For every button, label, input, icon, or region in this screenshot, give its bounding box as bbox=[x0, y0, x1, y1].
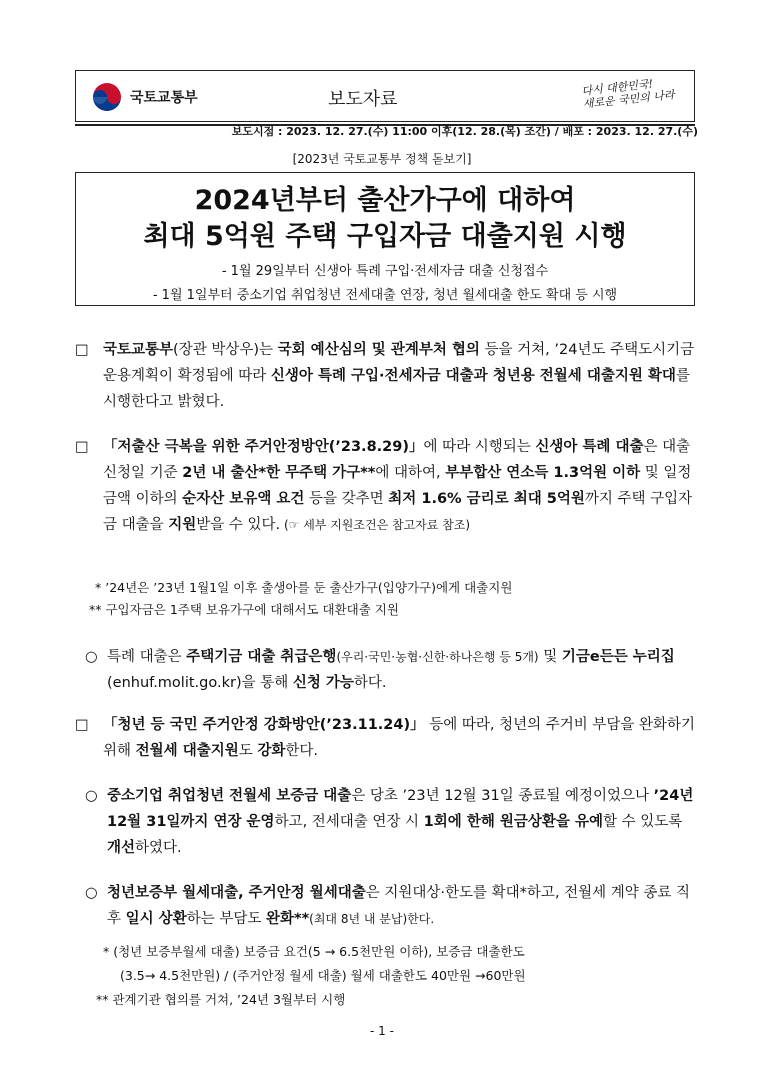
circle-bullet: ○ bbox=[85, 788, 98, 804]
c2-text: 하고, 전세대출 연장 시 bbox=[274, 814, 424, 830]
p2-emph: 「저출산 극복을 위한 주거안정방안(’23.8.29)」 bbox=[103, 439, 424, 455]
paragraph-2 bbox=[75, 434, 699, 538]
c1-text: 하다. bbox=[353, 675, 387, 691]
footnote-2: ** 구입자금은 1주택 보유가구에 대해서도 대환대출 지원 bbox=[89, 602, 399, 617]
p1-text: 를 시행한다고 밝혔다. bbox=[103, 368, 690, 410]
footnote-4: (3.5→ 4.5천만원) / (주거안정 월세 대출) 월세 대출한도 40만원 →60만원 bbox=[120, 968, 526, 983]
c2-emph: 중소기업 취업청년 전월세 보증금 대출 bbox=[107, 788, 352, 804]
p3-emph: 강화 bbox=[257, 743, 286, 759]
p2-emph: 신생아 특례 대출 bbox=[535, 439, 644, 455]
c2-emph: ’24년 12월 31일까지 연장 운영 bbox=[107, 788, 694, 830]
p2-text: 은 대출신청일 기준 bbox=[103, 439, 691, 481]
c3-emph: 완화** bbox=[265, 911, 310, 927]
paragraph-3 bbox=[75, 712, 699, 764]
square-bullet: □ bbox=[75, 717, 89, 733]
square-bullet: □ bbox=[75, 439, 89, 455]
subtitle-1: - 1월 29일부터 신생아 특례 구입·전세자금 대출 신청접수 bbox=[221, 264, 549, 279]
c1-text: 및 bbox=[538, 649, 562, 665]
subtitle-2: - 1월 1일부터 중소기업 취업청년 전세대출 연장, 청년 월세대출 한도 확대 등 시행 bbox=[152, 288, 618, 303]
c3-text: 은 지원대상·한도를 확대*하고, 전월세 계약 종료 직후 bbox=[107, 885, 691, 927]
c1-bank-list: (우리·국민·농협·신한·하나은행 등 5개) bbox=[336, 650, 539, 664]
c3-installment-note: (최대 8년 내 분납)한다. bbox=[309, 912, 435, 926]
c2-text: 은 당초 ’23년 12월 31일 종료될 예정이었으나 bbox=[351, 788, 654, 804]
footnote-1: * ’24년은 ’23년 1월1일 이후 출생아를 둔 출산가구(입양가구)에게 대출지원 bbox=[95, 580, 513, 595]
paragraph-1 bbox=[75, 337, 699, 415]
p3-emph: 전월세 대출지원 bbox=[135, 743, 239, 759]
p3-text: 한다. bbox=[285, 743, 318, 759]
footnote-5: ** 관계기관 협의를 거쳐, ’24년 3월부터 시행 bbox=[96, 992, 346, 1007]
circle-item-3 bbox=[85, 880, 699, 932]
circle-item-2 bbox=[85, 783, 699, 861]
slogan-calligraphy: 다시 대한민국! 새로운 국민의 나라 bbox=[580, 77, 676, 111]
title-line-1: 2024년부터 출산가구에 대하여 bbox=[194, 185, 576, 216]
p2-emph: 부부합산 연소득 1.3억원 이하 bbox=[445, 465, 641, 481]
circle-item-1 bbox=[85, 644, 699, 696]
release-info: 보도시점 : 2023. 12. 27.(수) 11:00 이후(12. 28.(목) 조간) / 배포 : 2023. 12. 27.(수) bbox=[231, 125, 698, 138]
title-line-2: 최대 5억원 주택 구입자금 대출지원 시행 bbox=[143, 221, 627, 252]
footnote-3: * (청년 보증부월세 대출) 보증금 요건(5 → 6.5천만원 이하), 보증금 대출한도 bbox=[103, 944, 525, 959]
c1-emph: 주택기금 대출 취급은행 bbox=[186, 649, 337, 665]
p2-emph: 2년 내 출산*한 무주택 가구** bbox=[182, 465, 376, 481]
p2-text: 에 따라 시행되는 bbox=[423, 439, 536, 455]
c1-text: (enhuf.molit.go.kr)을 통해 bbox=[107, 675, 293, 691]
c1-emph: 기금e든든 누리집 bbox=[561, 649, 675, 665]
p2-text: 받을 수 있다. bbox=[196, 517, 281, 533]
p2-reference-note: (☞ 세부 지원조건은 참고자료 참조) bbox=[280, 518, 471, 532]
c1-emph: 신청 가능 bbox=[292, 675, 354, 691]
c2-text: 할 수 있도록 bbox=[602, 814, 683, 830]
p2-text: 등을 갖추면 bbox=[304, 491, 389, 507]
p2-text: 및 일정금액 이하의 bbox=[103, 465, 692, 507]
circle-bullet: ○ bbox=[85, 885, 98, 901]
p3-emph: 「청년 등 국민 주거안정 강화방안(’23.11.24)」 bbox=[103, 717, 425, 733]
p2-emph: 최저 1.6% 금리로 최대 5억원 bbox=[388, 491, 585, 507]
org-name: 국토교통부 bbox=[130, 90, 198, 106]
p1-emph: 신생아 특례 구입·전세자금 대출과 청년용 전월세 대출지원 확대 bbox=[270, 368, 676, 384]
c3-emph: 일시 상환 bbox=[125, 911, 187, 927]
series-tag: [2023년 국토교통부 정책 돋보기] bbox=[292, 152, 472, 166]
government-logo-icon bbox=[92, 82, 122, 112]
c2-text: 하였다. bbox=[135, 840, 182, 856]
p1-text: (장관 박상우)는 bbox=[173, 342, 278, 358]
circle-bullet: ○ bbox=[85, 649, 98, 665]
p1-org: 국토교통부 bbox=[103, 342, 174, 358]
p2-text: 까지 주택 구입자금 대출을 bbox=[103, 491, 693, 533]
c3-text: 하는 부담도 bbox=[186, 911, 266, 927]
p1-emph: 국회 예산심의 및 관계부처 협의 bbox=[277, 342, 480, 358]
c2-emph: 개선 bbox=[107, 840, 136, 856]
c1-text: 특례 대출은 bbox=[107, 649, 187, 665]
p2-emph: 지원 bbox=[168, 517, 197, 533]
p1-text: 등을 거쳐, ’24년도 주택도시기금 운용계획이 확정됨에 따라 bbox=[103, 342, 695, 384]
p3-text: 등에 따라, 청년의 주거비 부담을 완화하기 위해 bbox=[103, 717, 695, 759]
square-bullet: □ bbox=[75, 342, 89, 358]
p3-text: 도 bbox=[238, 743, 258, 759]
c2-emph: 1회에 한해 원금상환을 유예 bbox=[423, 814, 603, 830]
page-number: - 1 - bbox=[370, 1024, 394, 1038]
p2-text: 에 대하여, bbox=[375, 465, 446, 481]
p2-emph: 순자산 보유액 요건 bbox=[182, 491, 305, 507]
c3-emph: 청년보증부 월세대출, 주거안정 월세대출 bbox=[107, 885, 366, 901]
doc-type: 보도자료 bbox=[328, 89, 398, 110]
